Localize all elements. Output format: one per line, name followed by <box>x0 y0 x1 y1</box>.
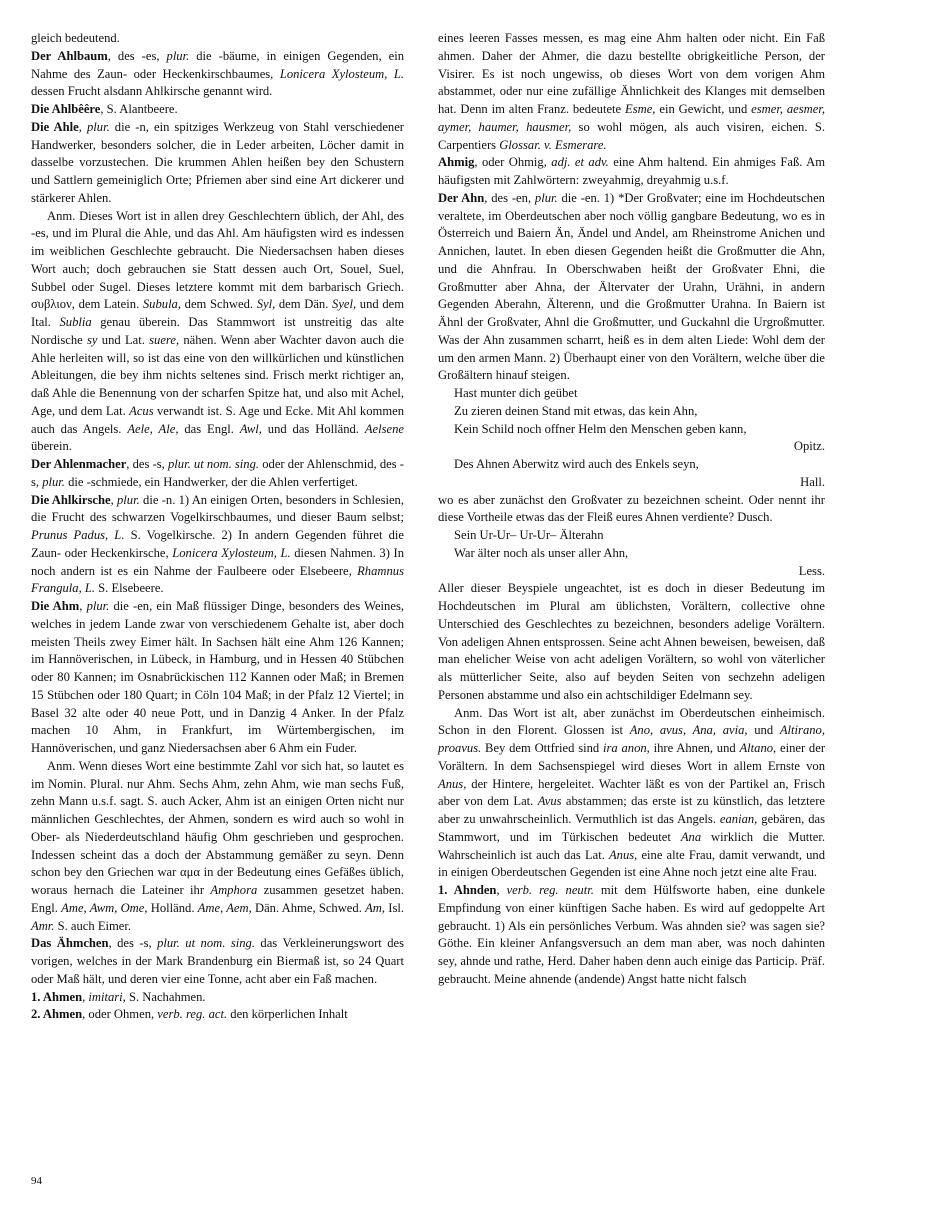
text-paragraph: Aller dieser Beyspiele ungeachtet, ist es doch in dieser Bedeutung im Hochdeutschen im Plural am üblichsten, Vorältern, collective ohne Unterschied des Geschlechtes zu bezeichnen, besonders adelige Vorältern. Von adeligen Ahnen entsprossen. Seine acht Ahnen beweisen, beweisen, daß man ehelicher Weise von acht adeligen Vorältern, so wohl von väterlicher als mütterlicher Seite, also auf beyden Seiten von sechzehn adeligen Personen abstamme und also ein achtschildiger Edelmann sey. <box>438 581 825 702</box>
text: , S. Alantbeere. <box>100 102 178 116</box>
right-column <box>438 30 825 989</box>
text: der Hintere, hergeleitet. Wachter läßt es von der Partikel an, Frisch aber von dem Lat. <box>438 776 825 809</box>
foreign-word: Am, <box>365 900 386 915</box>
headword: Ahmig <box>438 155 475 170</box>
foreign-word: esmer, aesmer, aymer, haumer, hausmer, <box>438 102 825 134</box>
text: die -bäume, in einigen Gegenden, ein Nahme des Zaun- oder Heckenkirschbaumes, <box>31 48 404 81</box>
text: die -n, ein spitziges Werkzeug von Stahl verschiedener Handwerker, besonders solcher, die in Leder arbeiten, Löcher damit in dasselbe vorzustechen. Die krummen Ahlen heißen bey den Schustern und Sattlern gemeiniglich Orte; Pfriemen aber sind eine Art dickerer und stärkerer Ahlen. <box>31 119 404 205</box>
text: überein. <box>31 439 72 454</box>
entry-ahlbeere <box>31 101 404 119</box>
abbrev: plur. <box>86 119 110 134</box>
note-ahn <box>438 705 825 883</box>
text: , oder Ohmen, <box>82 1007 158 1022</box>
abbrev: verb. reg. act. <box>157 1007 228 1022</box>
entry-ahmchen <box>31 935 404 988</box>
foreign-word: Aelsene <box>364 421 404 436</box>
text: abstammen; das erste ist zu künstlich, das letztere aber zu unwahrscheinlich. Vermuthlich ist das Angels. <box>438 794 825 826</box>
text: gebären, das Stammwort, und im Türkischen bedeutet <box>438 812 825 844</box>
text: genau überein. Das Stammwort ist unstreitig das alte Nordische <box>31 315 404 347</box>
text: S. Nachahmen. <box>125 989 206 1004</box>
entry-ahm <box>31 598 404 758</box>
text: zusammen gesetzet haben. Engl. <box>31 883 405 915</box>
headword: 1. Ahnden <box>438 883 497 897</box>
text: und <box>747 723 780 738</box>
text: das Verkleinerungswort des vorigen, welches in der Mark Brandenburg ein Biermaß ist, so 24 Quart oder Maß hält, und deren vier eine Tonne, acht aber ein Faß machen. <box>31 936 405 986</box>
quote-attribution: Opitz. <box>793 439 825 454</box>
foreign-word: ira anon, <box>603 741 650 755</box>
text: und das Holländ. <box>261 421 365 436</box>
text: nähen. Wenn aber Wachter davon auch die Ahle herleiten will, so ist das eine von den willkürlichen und künstlichen Ableitungen, die bey ihm nichts seltenes sind. Frisch merkt richtiger an, daß Ahle die Benennung von der scharfen Spitze hat, und also mit Achel, Age, und dem Lat. <box>31 332 404 418</box>
foreign-word: Anus, <box>608 847 638 862</box>
text: die -n. 1) An einigen Orten, besonders in Schlesien, die Frucht des schwarzen Vogelkirschbaumes, und dieser Baum selbst; <box>31 492 405 525</box>
greek-word: συβλιον <box>31 297 72 312</box>
entry-ahmen-2-continued <box>438 30 825 154</box>
verse-line: Hast munter dich geübet <box>454 386 578 400</box>
abbrev: adj. et adv. <box>551 155 609 170</box>
verse-line: Des Ahnen Aberwitz wird auch des Enkels seyn, <box>454 457 699 471</box>
text: diesen Nahmen. 3) In noch andern ist es ein Nahme der Faulbeere oder Elsebeere, <box>31 545 405 578</box>
abbrev: plur. <box>534 190 558 205</box>
text: das Engl. <box>178 421 240 436</box>
headword: Das Ähmchen <box>31 936 109 951</box>
headword: 1. Ahmen <box>31 989 83 1004</box>
text: wirklich die Mutter. Wahrscheinlich ist auch das Lat. <box>438 829 825 862</box>
entry-ahle <box>31 119 404 208</box>
foreign-word: Altano, <box>739 741 777 755</box>
latin-word: imitari, <box>88 989 126 1004</box>
abbrev: verb. reg. neutr. <box>506 883 594 897</box>
latin-name: Lonicera Xylosteum, L. <box>279 66 404 81</box>
text: den körperlichen Inhalt <box>227 1007 348 1022</box>
text: S. Elsebeere. <box>95 581 164 596</box>
text: , <box>110 492 117 507</box>
text: S. auch Eimer. <box>54 918 132 933</box>
foreign-word: suere, <box>149 332 180 347</box>
text: Anm. Dieses Wort ist in allen drey Geschlechtern üblich, der Ahl, des -es, und im Plural die Ahle, und das Ahl. Am häufigsten wird es indessen im weiblichen Geschlechte gebraucht. Die Niedersachsen haben dieses Wort auch; doch gebrauchen sie Statt dessen auch Ort, Souel, Suel, Subbel oder Sugel. Dieses letztere kommt mit dem barbarisch Griech. <box>31 208 404 294</box>
text: in der Bedeutung eines Gefäßes üblich, woraus hernach die Lateiner ihr <box>31 865 404 897</box>
text: , oder Ohmig, <box>474 155 552 170</box>
foreign-word: Ano, avus, Ana, avia, <box>629 723 748 738</box>
entry-ahlkirsche <box>31 492 404 599</box>
text: Anm. Wenn dieses Wort eine bestimmte Zahl vor sich hat, so lautet es im Nomin. Plural. nur Ahm. Sechs Ahm, zehn Ahm, wie man sechs Fuß, zehn Mann u.s.f. sagt. S. auch Acker, Ahm ist an einigen Orten nicht nur männlichen Geschlechtes, der Ahmen, sondern es wird auch so wohl in Ober- als Niederdeutschland häufig Ohm geschrieben und gesprochen. Indessen scheint das a doch der Abstammung gemäßer zu seyn. Denn schon bey den Griechen war <box>31 758 404 880</box>
quote-attribution: Hall. <box>800 474 825 489</box>
text: eine alte Frau, damit verwandt, und in einigen Oberdeutschen Gegenden ist eine Ahne noch jetzt eine alte Frau. <box>438 847 825 880</box>
page-number: 94 <box>31 1175 42 1187</box>
quote-attribution: Less. <box>798 563 825 578</box>
foreign-word: Sublia <box>59 315 92 329</box>
foreign-word: Ame, Awm, Ome, <box>61 900 148 915</box>
text: die -en. 1) *Der Großvater; eine im Hochdeutschen veraltete, im Oberdeutschen aber noch völlig gangbare Bedeutung, wo es in Österreich und Baiern Än, Ändel und Andel, am Rheinstrome Anichen und Annichen, lautet. In eben diesen Gegenden heißt die Großmutter die Ahn, und die Ahnfrau. In Oberschwaben heißt der Großvater Ehni, die Großmutter aber Ahna, der Ältervater der Urahn, Urähni, in andern Gegenden Aberahn, Älterenn, und die Großmutter Urahna. In Baiern ist Ähnl der Großvater, Ahnl die Großmutter, und Guckahnl die Urgroßmutter. Was der Ahn zusammen scharrt, heiß es in dem alten Liede: Wohl dem der um den armen Mann. 2) Überhaupt einer von den Vorältern, welche über die Großältern hinauf steigen. <box>438 190 825 383</box>
latin-name: Rhamnus Frangula, L. <box>31 563 404 596</box>
foreign-word: Amphora <box>210 883 258 897</box>
abbrev: plur. <box>86 599 110 613</box>
abbrev: plur. ut nom. sing. <box>157 936 255 951</box>
text: , <box>78 119 87 134</box>
text: Dän. Ahme, Schwed. <box>251 900 366 915</box>
text: dessen Frucht alsdann Ahlkirsche genannt wird. <box>31 84 273 99</box>
note-ahle <box>31 208 404 457</box>
left-column <box>31 30 404 1024</box>
headword: Die Ahm <box>31 599 80 613</box>
abbrev: plur. <box>42 474 65 489</box>
foreign-word: Syel, <box>332 297 357 312</box>
text: einer der Vorältern. In dem Sachsenspiegel wird dieses Wort in allem Ernste von <box>438 741 826 773</box>
text: , <box>496 883 507 897</box>
text: , des -s, <box>108 936 158 951</box>
verse-line: Zu zieren deinen Stand mit etwas, das kein Ahn, <box>454 403 698 418</box>
headword: 2. Ahmen <box>31 1007 83 1022</box>
text: und dem Ital. <box>31 297 405 329</box>
entry-ahmig <box>438 154 825 190</box>
text-line: gleich bedeutend. <box>31 31 120 45</box>
foreign-word: sy <box>87 332 98 347</box>
text: verwandt ist. S. Age und Ecke. Mit Ahl kommen auch das Angels. <box>31 403 404 436</box>
entry-ahmen-1 <box>31 989 404 1007</box>
foreign-word: Esme, <box>625 102 656 116</box>
verse-line: Sein Ur-Ur– Ur-Ur– Älterahn <box>454 528 604 542</box>
entry-ahn <box>438 190 825 385</box>
text: , <box>79 599 87 613</box>
text: eines leeren Fasses messen, es mag eine Ahm halten oder nicht. Ein Faß ahmen. Daher der Ahmer, die dazu bestellte obrigkeitliche Person, der Visirer. Es ist noch ungewiss, ob dieses Wort von dem vorigen Ahm abstammet, oder nur eine zufällige Ähnlichkeit des Klanges mit demselben hat. Denn im alten Franz. bedeutete <box>438 31 825 116</box>
text: Anm. Das Wort ist alt, aber zunächst im Oberdeutschen einheimisch. Schon in den Florent. Glossen ist <box>438 705 825 738</box>
text: Isl. <box>385 900 404 915</box>
foreign-word: Aele, Ale, <box>127 421 179 436</box>
text: die -schmiede, ein Handwerker, der die Ahlen verfertiget. <box>64 474 358 489</box>
headword: Die Ahlbêêre <box>31 102 101 116</box>
text: , <box>82 989 89 1004</box>
abbrev: plur. <box>166 48 190 63</box>
headword: Der Ahlbaum <box>31 48 108 63</box>
foreign-word: eanian, <box>719 812 758 826</box>
text: und Lat. <box>97 332 150 347</box>
text: , des -en, <box>484 190 535 205</box>
text: , des -es, <box>107 48 167 63</box>
text: eine Ahm haltend. Ein ahmiges Faß. Am häufigsten mit Zahlwörtern: zweyahmig, dreyahmig u.s.f. <box>438 155 825 187</box>
entry-ahmen-2 <box>31 1006 404 1024</box>
text: ihre Ahnen, und <box>649 741 740 755</box>
headword: Die Ahlkirsche <box>31 492 111 507</box>
foreign-word: Anus, <box>438 776 467 791</box>
greek-word: αμα <box>179 865 200 880</box>
foreign-word: Avus <box>537 794 562 809</box>
abbrev: plur. ut nom. sing. <box>168 457 260 471</box>
entry-ahnden <box>438 882 825 989</box>
text: , des -s, <box>126 457 168 471</box>
headword: Der Ahlenmacher <box>31 457 127 471</box>
verse-line: Kein Schild noch offner Helm den Menschen geben kann, <box>454 421 747 436</box>
entry-ahlbaum <box>31 48 404 101</box>
entry-ahlenmacher <box>31 456 404 492</box>
text: S. Vogelkirsche. 2) In andern Gegenden führet die Zaun- oder Heckenkirsche, <box>31 528 404 560</box>
text: so wohl mögen, als auch visiren, eichen. S. Carpentiers <box>438 119 825 152</box>
text-paragraph: wo es aber zunächst den Großvater zu bezeichnen scheint. Oder nennt ihr diese Vortheile etwas das der Fleiß eures Ahnen verdiente? Dusch. <box>438 492 825 525</box>
verse-line: War älter noch als unser aller Ahn, <box>454 545 629 560</box>
foreign-word: Ana <box>680 829 702 844</box>
foreign-word: Ame, Aem, <box>197 900 252 915</box>
foreign-word: Subula, <box>142 297 182 312</box>
latin-name: Lonicera Xylosteum, L. <box>172 545 291 560</box>
abbrev: plur. <box>117 492 140 507</box>
note-ahm <box>31 758 404 936</box>
text: , dem Latein. <box>71 297 143 312</box>
text: die -en, ein Maß flüssiger Dinge, besonders des Weines, welches in jedem Lande zwar von verschiedenem Gehalte ist, aber doch meisten Theils zwey Eimer hält. In Sachsen hält eine Ahm 126 Kannen; im Hannöverischen, in Lübeck, in Hamburg, und in Hessen 40 Stübchen oder 80 Kannen; im Osnabrückischen 112 Kannen oder Maß; in Bremen 15 Stübchen oder 180 Quart; in Cöln 104 Maß; in der Pfalz 12 Viertel; in Basel 32 alte oder 40 neue Pott, und in Danzig 4 Anker. In der Pfalz machen 10 Ahm, in Frankfurt, im Würtembergischen, im Hannöverischen, und ganz Niedersachsen aber 6 Ahm ein Fuder. <box>31 599 404 755</box>
foreign-word: Syl, <box>256 297 276 312</box>
text: oder der Ahlenschmid, des -s, <box>31 457 404 489</box>
text: Bey dem Ottfried sind <box>481 741 604 755</box>
headword: Der Ahn <box>438 190 485 205</box>
latin-name: Prunus Padus, L. <box>31 528 125 542</box>
headword: Die Ahle <box>31 119 79 134</box>
text: dem Dän. <box>275 297 333 312</box>
text: ein Gewicht, und <box>655 102 752 116</box>
foreign-word: Awl, <box>239 421 262 436</box>
text: Holländ. <box>147 900 198 915</box>
foreign-word: Altirano, proavus. <box>438 723 825 755</box>
text: mit dem Hülfsworte haben, eine dunkele Empfindung von einer künftigen Sache haben. Es wird auf gedoppelte Art gebraucht. 1) Als ein persönliches Verbum. Was ahnden sie? was sagen sie? Göthe. Ein kleiner Anfangsversuch an dem man aber, was noch dahinten sey, ahnde und rathe, Herd. Daher haben denn auch einige das Particip. Präf. gebraucht. Meine ahnende (andende) Angst hatte nicht falsch <box>438 883 825 986</box>
citation: Glossar. v. Esmerare. <box>499 137 607 152</box>
foreign-word: Amr. <box>31 918 55 933</box>
text: dem Schwed. <box>181 297 257 312</box>
foreign-word: Acus <box>129 403 154 418</box>
